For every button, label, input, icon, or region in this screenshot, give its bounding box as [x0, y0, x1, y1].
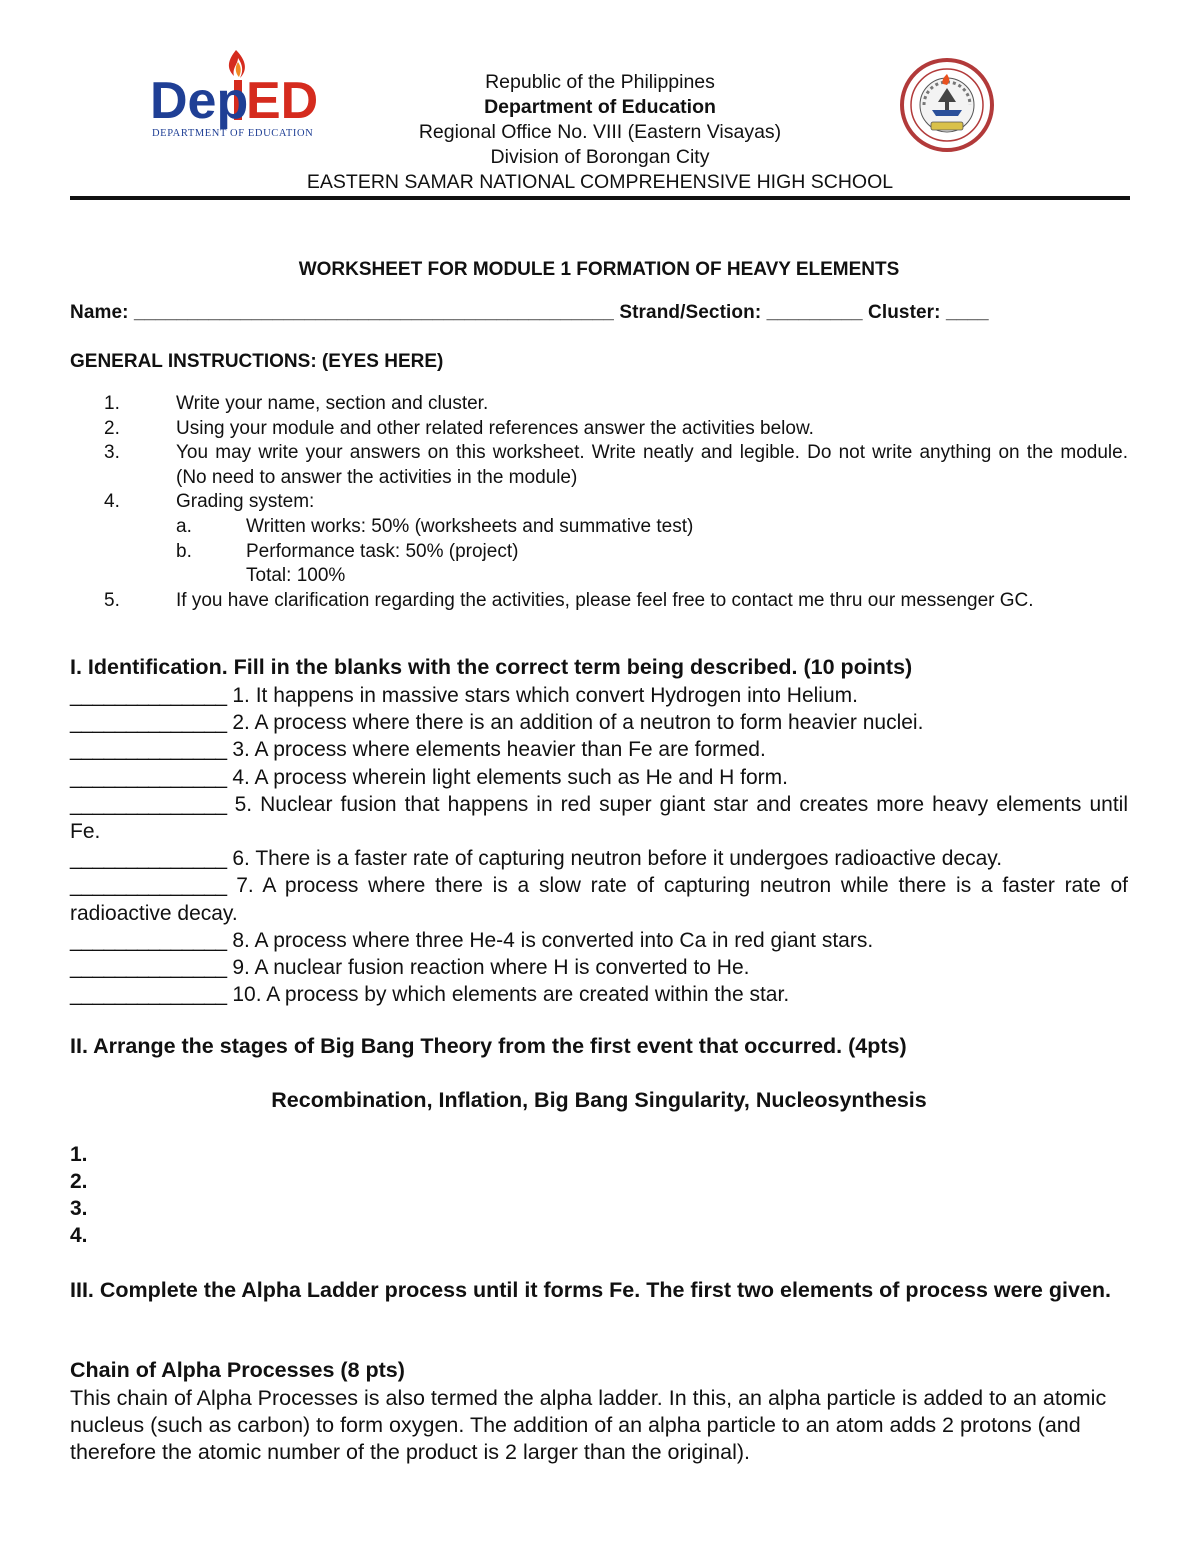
worksheet-title: WORKSHEET FOR MODULE 1 FORMATION OF HEAVY ELEMENTS — [298, 259, 900, 280]
answer-blank[interactable]: ______________ — [70, 684, 227, 707]
alpha-ladder-heading: III. Complete the Alpha Ladder process until it forms Fe. The first two elements of process were given. — [70, 1278, 1111, 1302]
header-department: Department of Education — [484, 96, 716, 118]
identification-item: ______________ 6. There is a faster rate of capturing neutron before it undergoes radioactive decay. — [70, 847, 1003, 871]
answer-blank[interactable]: ______________ — [70, 738, 227, 762]
list-item: 2. Using your module and other related references answer the activities below. — [104, 417, 814, 439]
header-republic: Republic of the Philippines — [485, 71, 715, 93]
identification-item: ______________ 10. A process by which elements are created within the star. — [70, 983, 790, 1007]
header-division: Division of Borongan City — [490, 146, 710, 168]
answer-blank[interactable]: ______________ — [70, 956, 227, 980]
answer-blank[interactable]: ______________ — [70, 847, 227, 871]
chain-heading: Chain of Alpha Processes (8 pts) — [70, 1358, 405, 1382]
svg-text:Dep: Dep — [150, 72, 249, 130]
arrange-answer-2[interactable]: 2. — [70, 1170, 88, 1193]
identification-item: ______________ 4. A process wherein light elements such as He and H form. — [70, 765, 788, 789]
identification-item: ______________ 8. A process where three He-4 is converted into Ca in red giant stars. — [70, 928, 874, 952]
list-item: 5. If you have clarification regarding the activities, please feel free to contact me thru our messenger GC. — [104, 589, 1034, 611]
letterhead — [250, 70, 950, 195]
identification-item: ______________ 1. It happens in massive stars which convert Hydrogen into Helium. — [70, 684, 858, 707]
list-item: 1. Write your name, section and cluster. — [104, 393, 489, 414]
arrange-heading: II. Arrange the stages of Big Bang Theory from the first event that occurred. (4pts) — [70, 1034, 907, 1058]
answer-blank[interactable]: ______________ — [70, 711, 227, 735]
identification-list — [70, 682, 1128, 1008]
arrange-answer-3[interactable]: 3. — [70, 1197, 88, 1220]
school-seal-logo — [898, 58, 996, 152]
arrange-answer-list — [70, 1141, 88, 1249]
instructions-list — [70, 392, 1128, 613]
general-instructions-heading: GENERAL INSTRUCTIONS: (EYES HERE) — [70, 351, 444, 372]
identification-item: ______________ 9. A nuclear fusion reaction where H is converted to He. — [70, 956, 750, 980]
answer-blank[interactable]: ______________ — [70, 792, 227, 816]
identification-item: ______________ 3. A process where elements heavier than Fe are formed. — [70, 738, 766, 762]
identification-heading: I. Identification. Fill in the blanks with the correct term being described. (10 points) — [70, 655, 913, 679]
arrange-answer-4[interactable]: 4. — [70, 1224, 88, 1247]
arrange-word-bank: Recombination, Inflation, Big Bang Singularity, Nucleosynthesis — [271, 1088, 927, 1112]
identification-item: ______________ 7. A process where there is a slow rate of capturing neutron while there is a faster rate of radioactive decay. — [70, 874, 1128, 925]
arrange-answer-1[interactable]: 1. — [70, 1143, 88, 1166]
header-divider — [70, 196, 1130, 200]
header-region: Regional Office No. VIII (Eastern Visayas) — [418, 121, 782, 143]
identification-item: ______________ 2. A process where there is an addition of a neutron to form heavier nuclei. — [70, 711, 924, 735]
answer-blank[interactable]: ______________ — [70, 928, 227, 952]
name-strand-cluster-line: Name: _____________________________________________ Strand/Section: _________ Cluster: ____ — [70, 302, 989, 323]
identification-item: ______________ 5. Nuclear fusion that happens in red super giant star and creates more heavy elements until Fe. — [70, 792, 1128, 844]
list-item: 3. You may write your answers on this worksheet. Write neatly and legible. Do not write anything on the module. (No need to answer the activities in the module) — [104, 442, 1128, 488]
grading-item: b. Performance task: 50% (project) — [176, 540, 519, 562]
header-school: EASTERN SAMAR NATIONAL COMPREHENSIVE HIGH SCHOOL — [306, 171, 894, 193]
chain-description: This chain of Alpha Processes is also termed the alpha ladder. In this, an alpha particle is added to an atomic nucleus (such as carbon) to form oxygen. The addition of an alpha particle to an atom adds 2 protons (and therefore the atomic number of the product is 2 larger than the original). — [70, 1386, 1107, 1464]
grading-item: a. Written works: 50% (worksheets and summative test) — [176, 515, 694, 537]
svg-text:ED: ED — [246, 72, 319, 130]
list-item: 4. Grading system: — [104, 491, 315, 513]
answer-blank[interactable]: ______________ — [70, 983, 227, 1007]
answer-blank[interactable]: ______________ — [70, 765, 227, 789]
svg-text:DEPARTMENT OF EDUCATION: DEPARTMENT OF EDUCATION — [152, 128, 314, 139]
answer-blank[interactable]: ______________ — [70, 874, 227, 898]
grading-total: Total: 100% — [246, 565, 346, 587]
